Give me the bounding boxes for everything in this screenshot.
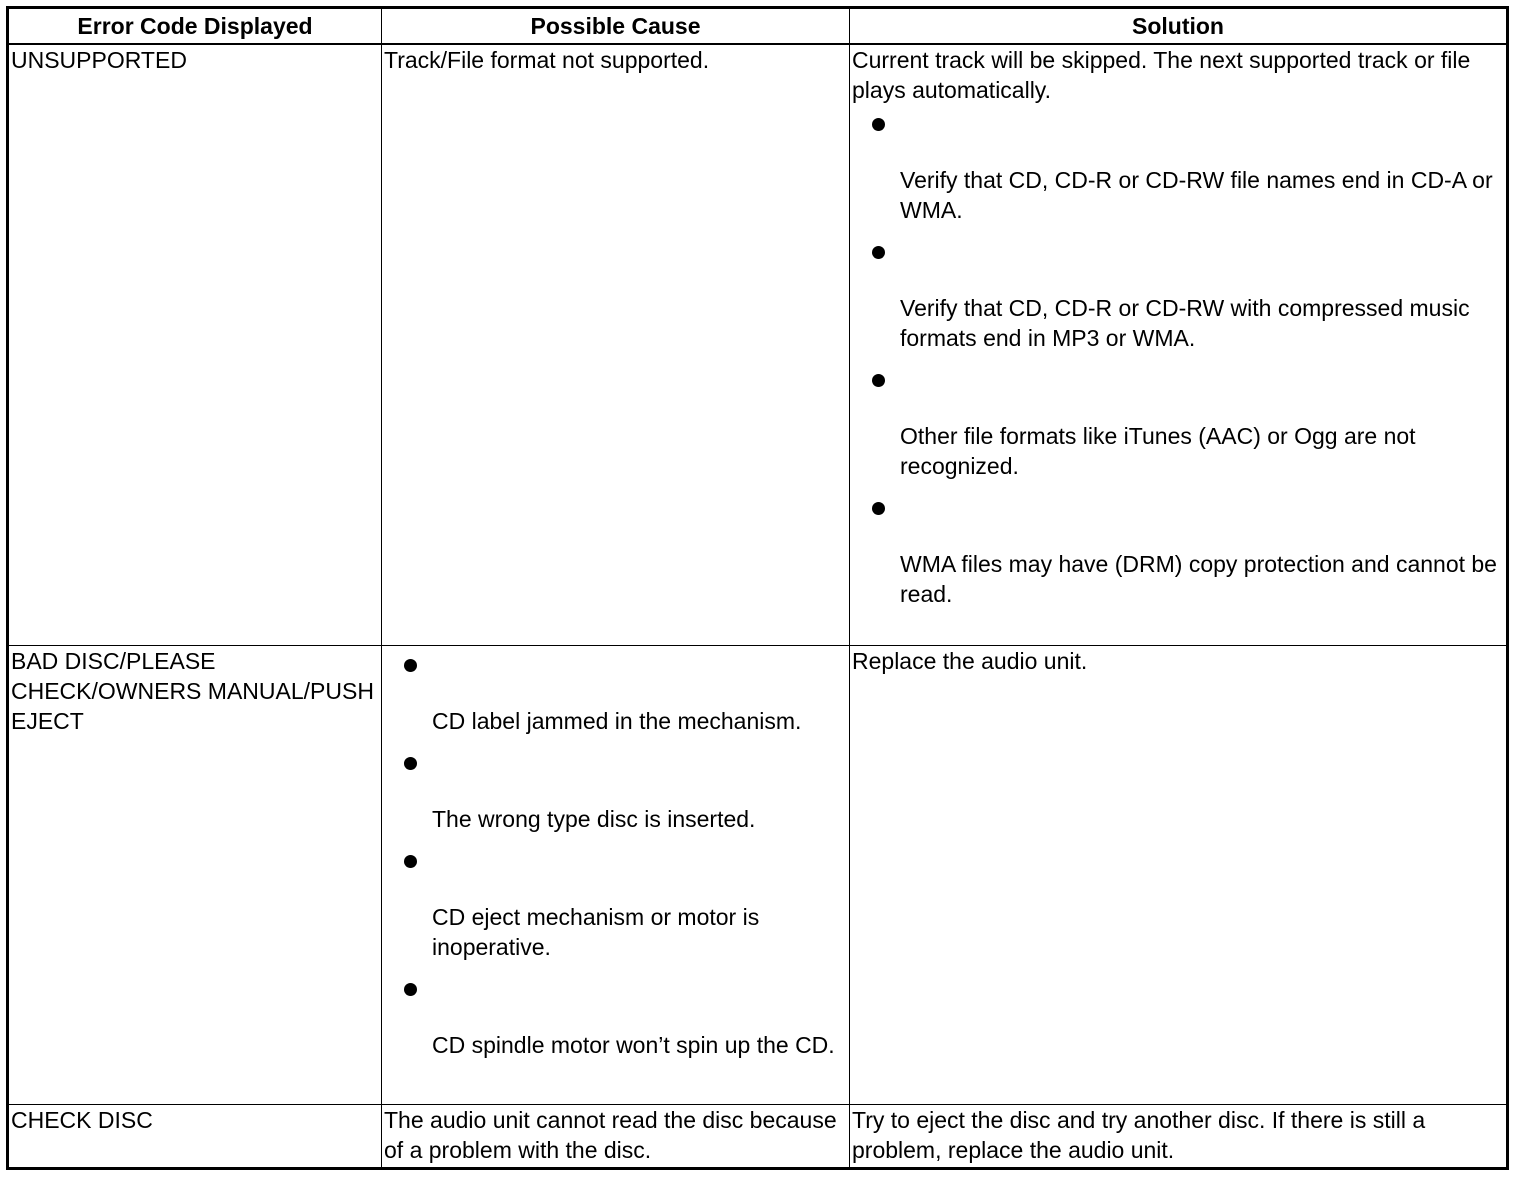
table-row [8,1105,1508,1169]
header-row [8,8,1508,45]
possible-cause-cell: The audio unit cannot read the disc because of a problem with the disc. [382,1105,850,1169]
bullet-icon [872,502,885,515]
bullet-text: Verify that CD, CD-R or CD-RW file names end in CD-A or WMA. [900,167,1493,223]
bullet-icon [404,659,417,672]
list-item [852,374,1504,489]
list-item [852,118,1504,233]
error-code-table [6,6,1509,1170]
header-error-code: Error Code Displayed [8,8,382,45]
bullet-icon [404,983,417,996]
error-code-cell: CHECK DISC [8,1105,382,1169]
bullet-text: The wrong type disc is inserted. [432,806,756,832]
list-item [852,502,1504,617]
bullet-icon [872,374,885,387]
error-code-cell: BAD DISC/PLEASE CHECK/OWNERS MANUAL/PUSH EJECT [8,646,382,1105]
bullet-icon [872,118,885,131]
solution-cell: Try to eject the disc and try another disc. If there is still a problem, replace the audio unit. [850,1105,1508,1169]
header-solution: Solution [850,8,1508,45]
bullet-text: CD eject mechanism or motor is inoperative. [432,904,760,960]
list-item [384,659,847,744]
header-possible-cause: Possible Cause [382,8,850,45]
list-item [852,246,1504,361]
solution-cell: Replace the audio unit. [850,646,1508,1105]
possible-cause-cell: Track/File format not supported. [382,44,850,646]
bullet-icon [404,855,417,868]
cause-bullet-list [384,659,847,1068]
possible-cause-cell [382,646,850,1105]
list-item [384,855,847,970]
table-row [8,44,1508,646]
solution-intro: Current track will be skipped. The next supported track or file plays automatically. [852,47,1471,103]
list-item [384,983,847,1068]
bullet-text: Verify that CD, CD-R or CD-RW with compressed music formats end in MP3 or WMA. [900,295,1470,351]
bullet-text: CD label jammed in the mechanism. [432,708,802,734]
bullet-icon [872,246,885,259]
bullet-text: WMA files may have (DRM) copy protection and cannot be read. [900,551,1497,607]
bullet-icon [404,757,417,770]
error-code-cell: UNSUPPORTED [8,44,382,646]
solution-cell [850,44,1508,646]
solution-bullet-list [852,118,1504,617]
bullet-text: Other file formats like iTunes (AAC) or Ogg are not recognized. [900,423,1416,479]
table-row [8,646,1508,1105]
list-item [384,757,847,842]
bullet-text: CD spindle motor won’t spin up the CD. [432,1032,835,1058]
